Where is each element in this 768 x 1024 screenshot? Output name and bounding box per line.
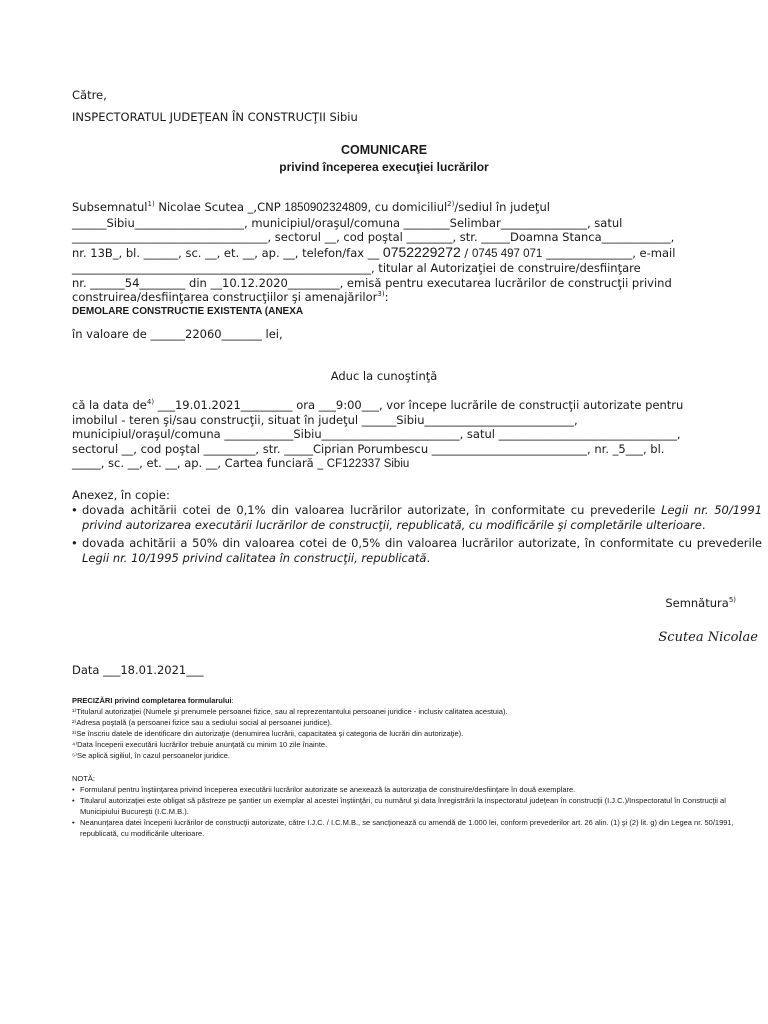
- signature-label: Semnătura$^{5)}$: [665, 596, 736, 610]
- phone-secondary: 0745 497 071: [471, 247, 543, 260]
- attachment-item: • dovada achitării a 50% din valoarea cotei de 0,5% din valoarea lucrărilor autorizate, în conformitate cu prevederile Legii nr. 10/1995 privind calitatea în construcţii, republicată.: [72, 536, 762, 565]
- applicant-line-2: ______Sibiu___________________, municipiul/oraşul/comuna ________Selimbar_______________, satul: [72, 215, 623, 230]
- nota-title: NOTĂ:: [72, 774, 95, 783]
- recipient-salutation: Către,: [72, 88, 107, 102]
- start-paragraph: [72, 398, 762, 472]
- nota-item: • Titularul autorizaţiei este obligat să păstreze pe şantier un exemplar al acestei înştiinţări, cu numărul şi data înregistrării la inspectoratul judeţean în construcţii (I.J.C.)/Inspectoratul în Construcţii al Municipiului Bucureşti (I.C.M.B.).: [72, 795, 762, 817]
- works-description: DEMOLARE CONSTRUCTIE EXISTENTA (ANEXA: [72, 305, 304, 317]
- start-line-2: imobilul - teren şi/sau construcţii, situat în judeţul ______Sibiu__________________________,: [72, 412, 578, 427]
- start-line-1: că la data $de^{4)}$ ___19.01.2021_________ ora ___9:00___, vor începe lucrările de construcţii autorizate pentru: [72, 398, 684, 412]
- note-2: ²⁾Adresa poştală (a persoanei fizice sau a sediului social al persoanei juridice).: [72, 718, 332, 727]
- note-4: ⁴⁾Data începerii executării lucrărilor trebuie anunţată cu minim 10 zile înainte.: [72, 740, 328, 749]
- start-line-4: sectorul __, cod poştal _________, str. _____Ciprian Porumbescu ___________________________, nr. _5___, bl.: [72, 441, 665, 456]
- note-5: ⁵⁾Se aplică sigiliul, în cazul persoanelor juridice.: [72, 751, 230, 760]
- applicant-line-1: Subsemnatul$^{1)}$ Nicolae Scutea _,CNP 1850902324809, cu domiciliul$^{2)}$/sediul în judeţul: [72, 200, 550, 214]
- note-3: ³⁾Se înscriu datele de identificare din autorizaţie (denumirea lucrării, capacitatea şi categoria de lucrări din autorizaţie).: [72, 729, 464, 738]
- land-registry: CF122337 Sibiu: [326, 458, 410, 470]
- applicant-line-7: construirea/desfiinţarea construcţiilor şi amenajărilor$^{3)}$:: [72, 290, 389, 304]
- notice-heading: Aduc la cunoştinţă: [330, 369, 438, 383]
- document-subtitle: privind începerea execuţiei lucrărilor: [279, 160, 489, 174]
- nota-item: • Neanunţarea datei începerii lucrărilor de construcţii autorizate, către I.J.C. / I.C.M.B., se sancţionează cu amendă de 1.000 lei, conform prevederilor art. 26 alin. (1) şi (2) lit. g) din Legea nr. 50/1991, republicată, cu modificările ulterioare.: [72, 817, 762, 839]
- notes-heading: PRECIZĂRI privind completarea formularului:: [72, 696, 234, 705]
- attachment-item: • dovada achitării cotei de 0,1% din valoarea lucrărilor autorizate, în conformitate cu prevederile Legii nr. 50/1991 privind autorizarea executării lucrărilor de construcţii, republicată, cu modificările şi completările ulterioare.: [72, 503, 762, 532]
- works-value: în valoare de ______22060_______ lei,: [72, 327, 283, 341]
- note-1: ¹⁾Titularul autorizaţiei (Numele şi prenumele persoanei fizice, sau al reprezentantului persoanei juridice - inclusiv calitatea acestuia).: [72, 707, 508, 716]
- document-title: COMUNICARE: [340, 143, 428, 157]
- applicant-line-5: ____________________________________________________, titular al Autorizaţiei de construire/desfiinţare: [72, 261, 641, 275]
- phone-primary: 0752229272: [382, 243, 461, 260]
- applicant-line-6: nr. ______54________ din __10.12.2020_________, emisă pentru executarea lucrărilor de construcţii privind: [72, 275, 672, 290]
- recipient-inspectorate: INSPECTORATUL JUDEŢEAN ÎN CONSTRUCŢII Sibiu: [72, 110, 358, 124]
- start-line-3: municipiul/oraşul/comuna ____________Sibiu________________________, satul _______________________________,: [72, 427, 681, 441]
- cnp-value: 1850902324809: [284, 202, 368, 214]
- applicant-line-4: nr. 13B_, bl. ______, sc. __, et. __, ap. __, telefon/fax __ 0752229272 / 0745 497 071 _______________, e-mail: [72, 243, 676, 260]
- applicant-paragraph: [72, 200, 762, 319]
- form-notes: [72, 695, 762, 839]
- signing-date: Data ___18.01.2021___: [72, 663, 204, 677]
- start-line-5: _____, sc. __, et. __, ap. __, Cartea funciară _ CF122337 Sibiu: [72, 456, 410, 470]
- nota-item: • Formularul pentru înştiinţarea privind începerea executării lucrărilor autorizate se anexează la autorizaţia de construire/desfiinţare în două exemplare.: [72, 784, 762, 795]
- attachments-title: Anexez, în copie:: [72, 488, 170, 502]
- signature-name: Scutea Nicolae: [658, 630, 758, 645]
- attachments-list: [72, 503, 762, 569]
- applicant-line-3: __________________________________, sectorul __, cod poştal ________, str. _____Doamna Stanca____________,: [72, 230, 675, 244]
